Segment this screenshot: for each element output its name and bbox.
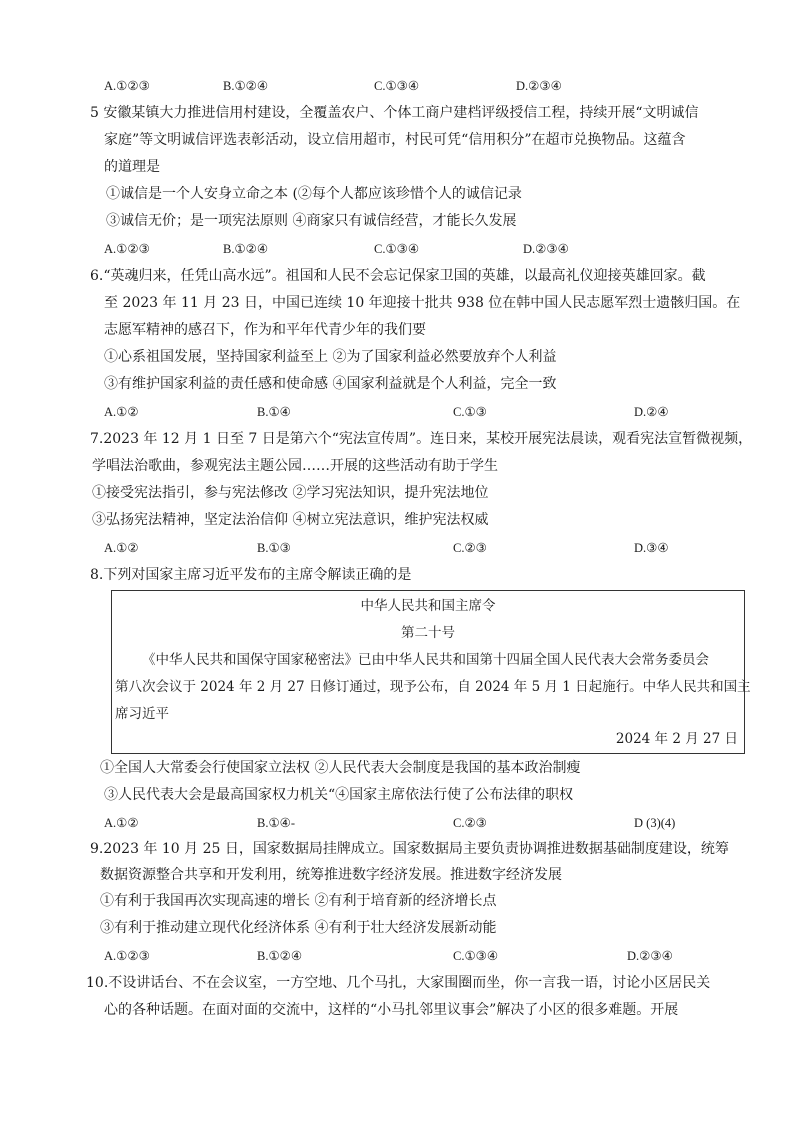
q6-stem-line3: 志愿军精神的感召下，作为和平年代青少年的我们要 bbox=[104, 322, 426, 338]
q6-option-b: B.①④ bbox=[257, 405, 291, 419]
q7-stem-line2: 学唱法治歌曲，参观宪法主题公园……开展的这些活动有助于学生 bbox=[92, 458, 498, 474]
q7-stem-line1: 7.2023 年 12 月 1 日至 7 日是第六个“宪法宣传周”。连日来，某校开展宪法晨读，观看宪法宣暂微视频， bbox=[90, 431, 753, 447]
q5-stem-line2: 家庭”等文明诚信评选表彰活动，设立信用超市，村民可凭“信用积分”在超市兑换物品。这蕴含 bbox=[104, 132, 686, 148]
q4-option-d: D.②③④ bbox=[516, 79, 562, 93]
q7-statement-2: ③弘扬宪法精神，坚定法治信仰 ④树立宪法意识，维护宪法权威 bbox=[92, 512, 489, 528]
q8-statement-1: ①全国人大常委会行使国家立法权 ②人民代表大会制度是我国的基本政治制瘦 bbox=[100, 760, 581, 776]
q9-statement-2: ③有利于推动建立现代化经济体系 ④有利于壮大经济发展新动能 bbox=[100, 920, 497, 936]
q10-stem-line2: 心的各种话题。在面对面的交流中，这样的“小马扎邻里议事会”解决了小区的很多难题。开展 bbox=[104, 1002, 679, 1018]
q4-option-b: B.①②④ bbox=[223, 79, 269, 93]
q7-option-a: A.①② bbox=[104, 541, 139, 555]
q9-stem-line1: 9.2023 年 10 月 25 日，国家数据局挂牌成立。国家数据局主要负责协调推进数据基础制度建设，统筹 bbox=[90, 841, 729, 857]
order-date: 2024 年 2 月 27 日 bbox=[615, 731, 738, 747]
q8-statement-2: ③人民代表大会是最高国家权力机关“④国家主席依法行使了公布法律的职权 bbox=[104, 787, 574, 803]
q5-statement-1: ①诚信是一个人安身立命之本 (②每个人都应该珍惜个人的诚信记录 bbox=[106, 186, 522, 202]
q6-statement-1: ①心系祖国发展，坚持国家利益至上 ②为了国家利益必然要放弃个人利益 bbox=[104, 349, 557, 365]
q6-statement-2: ③有维护国家利益的责任感和使命感 ④国家利益就是个人利益，完全一致 bbox=[104, 376, 557, 392]
q6-option-d: D.②④ bbox=[634, 405, 669, 419]
order-body-line2: 第八次会议于 2024 年 2 月 27 日修订通过，现予公布，自 2024 年 5 月 1 日起施行。中华人民共和国主 bbox=[115, 679, 751, 695]
q5-statement-2: ③诚信无价；是一项宪法原则 ④商家只有诚信经营，才能长久发展 bbox=[106, 213, 517, 229]
q4-option-c: C.①③④ bbox=[374, 79, 420, 93]
q9-option-a: A.①②③ bbox=[104, 949, 150, 963]
presidential-order-box bbox=[111, 590, 751, 754]
q7-option-b: B.①③ bbox=[257, 541, 291, 555]
q9-statement-1: ①有利于我国再次实现高速的增长 ②有利于培育新的经济增长点 bbox=[100, 893, 497, 909]
q8-option-b: B.①④- bbox=[257, 816, 296, 830]
q9-option-b: B.①②④ bbox=[257, 949, 303, 963]
order-number: 第二十号 bbox=[401, 625, 455, 641]
q8-option-d: D (3)(4) bbox=[634, 816, 676, 830]
order-body-line1: 《中华人民共和国保守国家秘密法》已由中华人民共和国第十四届全国人民代表大会常务委员会 bbox=[142, 652, 709, 668]
q6-option-c: C.①③ bbox=[453, 405, 487, 419]
q6-option-a: A.①② bbox=[104, 405, 139, 419]
q6-stem-line2: 至 2023 年 11 月 23 日，中国已连续 10 年迎接十批共 938 位在韩中国人民志愿军烈士遗骸归国。在 bbox=[104, 295, 741, 311]
order-body-line3: 席习近平 bbox=[115, 706, 169, 722]
q7-statement-1: ①接受宪法指引，参与宪法修改 ②学习宪法知识，提升宪法地位 bbox=[92, 485, 489, 501]
q5-option-d: D.②③④ bbox=[523, 242, 569, 256]
order-title: 中华人民共和国主席令 bbox=[360, 598, 496, 614]
q8-stem: 8.下列对国家主席习近平发布的主席令解读正确的是 bbox=[90, 567, 412, 583]
q4-option-a: A.①②③ bbox=[104, 79, 150, 93]
q8-option-c: C.②③ bbox=[453, 816, 487, 830]
q10-stem-line1: 10.不设讲话台、不在会议室，一方空地、几个马扎，大家围圈而坐，你一言我一语，讨论小区居民关 bbox=[86, 975, 711, 991]
q5-stem-line1: 5 安徽某镇大力推进信用村建设，全覆盖农户、个体工商户建档评级授信工程，持续开展“文明诚信 bbox=[90, 105, 699, 121]
q5-option-a: A.①②③ bbox=[104, 242, 150, 256]
q5-stem-line3: 的道理是 bbox=[104, 159, 160, 175]
q9-stem-line2: 数据资源整合共享和开发利用，统筹推进数字经济发展。推进数字经济发展 bbox=[100, 867, 562, 883]
q5-option-b: B.①②④ bbox=[223, 242, 269, 256]
q7-option-d: D.③④ bbox=[634, 541, 669, 555]
q6-stem-line1: 6.“英魂归来，任凭山高水远”。祖国和人民不会忘记保家卫国的英雄，以最高礼仪迎接英雄回家。截 bbox=[90, 268, 706, 284]
q9-option-c: C.①③④ bbox=[453, 949, 499, 963]
q7-option-c: C.②③ bbox=[453, 541, 487, 555]
q8-option-a: A.①② bbox=[104, 816, 139, 830]
q9-option-d: D.②③④ bbox=[627, 949, 673, 963]
q5-option-c: C.①③④ bbox=[374, 242, 420, 256]
